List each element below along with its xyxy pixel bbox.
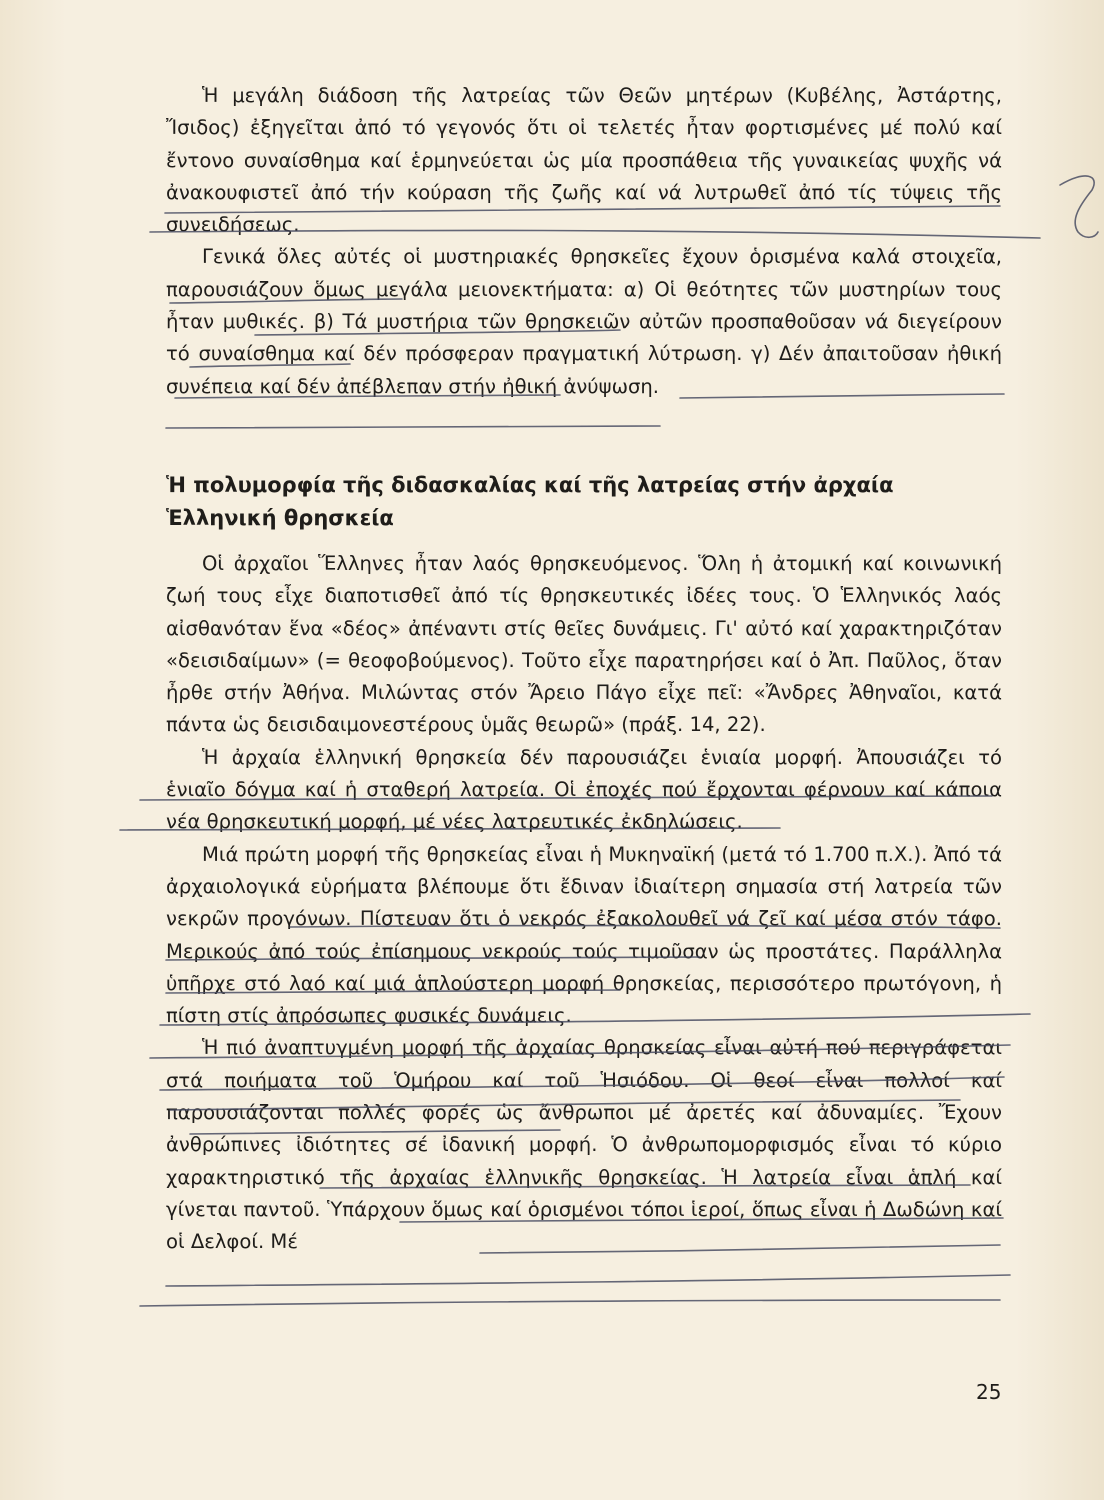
paragraph: Μιά πρώτη μορφή τῆς θρησκείας εἶναι ἡ Μυκηναϊκή (μετά τό 1.700 π.Χ.). Ἀπό τά ἀρχαιολογικά εὑρήματα βλέπουμε ὅτι ἔδιναν ἰδιαίτερη σημασία στή λατρεία τῶν νεκρῶν προγόνων. Πίστευαν ὅτι ὁ νεκρός ἐξακολουθεῖ νά ζεῖ καί μέσα στόν τάφο. Μερικούς ἀπό τούς ἐπίσημους νεκρούς τούς τιμοῦσαν ὡς προστάτες. Παράλληλα ὑπῆρχε στό λαό καί μιά ἁπλούστερη μορφή θρησκείας, περισσότερο πρωτόγονη, ἡ πίστη στίς ἀπρόσωπες φυσικές δυνάμεις. — [166, 842, 1002, 1028]
underline-stroke — [140, 1300, 1000, 1306]
text-block-top — [166, 80, 1002, 403]
underline-stroke — [166, 426, 660, 428]
paragraph: Ἡ ἀρχαία ἑλληνική θρησκεία δέν παρουσιάζει ἑνιαία μορφή. Ἀπουσιάζει τό ἑνιαῖο δόγμα καί ἡ σταθερή λατρεία. Οἱ ἐποχές πού ἔρχονται φέρνουν καί κάποια νέα θρησκευτική μορφή, μέ νέες λατρευτικές ἐκδηλώσεις. — [166, 745, 1002, 834]
text-block-bottom — [166, 548, 1002, 1259]
margin-squiggle-mark — [1060, 176, 1098, 237]
paragraph: Ἡ πιό ἀναπτυγμένη μορφή τῆς ἀρχαίας θρησκείας εἶναι αὐτή πού περιγράφεται στά ποιήματα τοῦ Ὁμήρου καί τοῦ Ἡσιόδου. Οἱ θεοί εἶναι πολλοί καί παρουσιάζονται πολλές φορές ὡς ἄνθρωποι μέ ἀρετές καί ἀδυναμίες. Ἔχουν ἀνθρώπινες ἰδιότητες σέ ἰδανική μορφή. Ὁ ἀνθρωπομορφισμός εἶναι τό κύριο χαρακτηριστικό τῆς ἀρχαίας ἑλληνικῆς θρησκείας. Ἡ λατρεία εἶναι ἁπλή καί γίνεται παντοῦ. Ὑπάρχουν ὅμως καί ὁρισμένοι τόποι ἱεροί, ὅπως εἶναι ἡ Δωδώνη καί οἱ Δελφοί. Μέ — [166, 1036, 1002, 1254]
paragraph: Γενικά ὅλες αὐτές οἱ μυστηριακές θρησκεῖες ἔχουν ὁρισμένα καλά στοιχεῖα, παρουσιάζουν ὅμως μεγάλα μειονεκτήματα: α) Οἱ θεότητες τῶν μυστηρίων τους ἦταν μυθικές. β) Τά μυστήρια τῶν θρησκειῶν αὐτῶν προσπαθοῦσαν νά διεγείρουν τό συναίσθημα καί δέν πρόσφεραν πραγματική λύτρωση. γ) Δέν ἀπαιτοῦσαν ἠθική συνέπεια καί δέν ἀπέβλεπαν στήν ἠθική ἀνύψωση. — [166, 245, 1002, 398]
underline-stroke — [166, 1275, 1010, 1286]
section-heading: Ἡ πολυμορφία τῆς διδασκαλίας καί τῆς λατρείας στήν ἀρχαία Ἑλληνική θρησκεία — [166, 473, 894, 530]
page-number: 25 — [976, 1380, 1002, 1404]
paragraph: Οἱ ἀρχαῖοι Ἕλληνες ἦταν λαός θρησκευόμενος. Ὅλη ἡ ἀτομική καί κοινωνική ζωή τους εἶχε διαποτισθεῖ ἀπό τίς θρησκευτικές ἰδέες τους. Ὁ Ἑλληνικός λαός αἰσθανόταν ἕνα «δέος» ἀπέναντι στίς θεῖες δυνάμεις. Γι' αὐτό καί χαρακτηριζόταν «δεισιδαίμων» (= θεοφοβούμενος). Τοῦτο εἶχε παρατηρήσει καί ὁ Ἀπ. Παῦλος, ὅταν ἦρθε στήν Ἀθήνα. Μιλώντας στόν Ἄρειο Πάγο εἶχε πεῖ: «Ἄνδρες Ἀθηναῖοι, κατά πάντα ὡς δεισιδαιμονεστέρους ὑμᾶς θεωρῶ» (πράξ. 14, 22). — [166, 552, 1002, 737]
paragraph: Ἡ μεγάλη διάδοση τῆς λατρείας τῶν Θεῶν μητέρων (Κυβέλης, Ἀστάρτης, Ἴσιδος) ἐξηγεῖται ἀπό τό γεγονός ὅτι οἱ τελετές ἦταν φορτισμένες μέ πολύ καί ἔντονο συναίσθημα καί ἑρμηνεύεται ὡς μία προσπάθεια τῆς γυναικείας ψυχῆς νά ἀνακουφιστεῖ ἀπό τήν κούραση τῆς ζωῆς καί νά λυτρωθεῖ ἀπό τίς τύψεις τῆς συνειδήσεως. — [166, 84, 1002, 237]
